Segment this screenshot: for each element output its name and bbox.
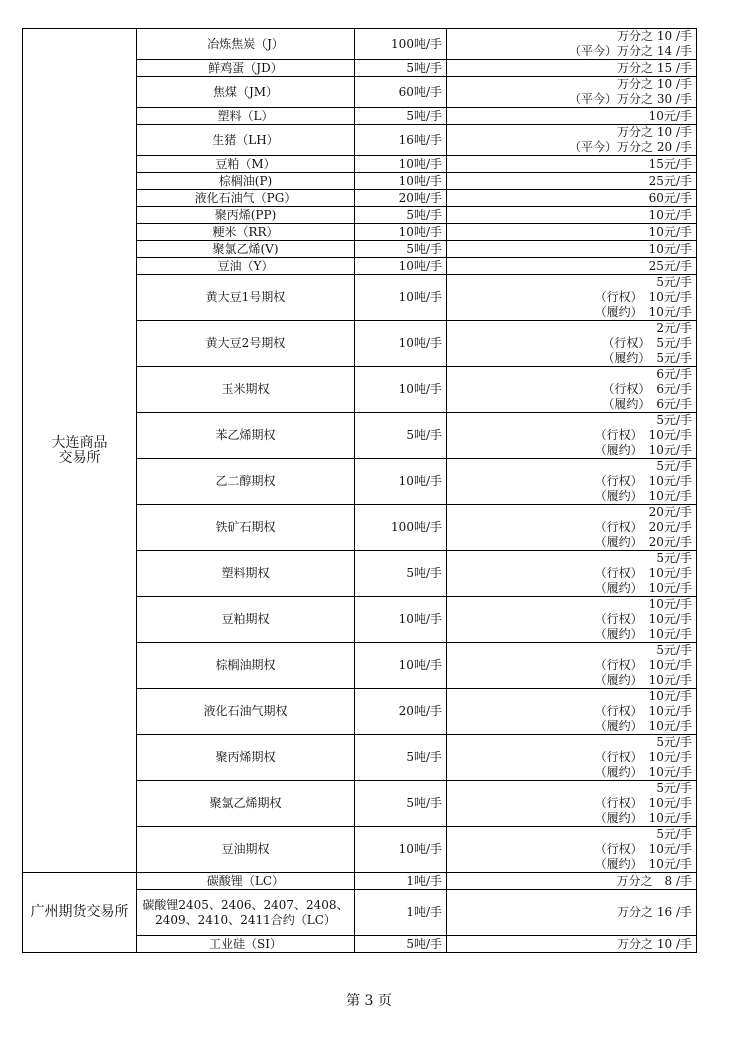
variety-cell: 聚丙烯期权 bbox=[137, 735, 355, 781]
variety-cell: 聚氯乙烯期权 bbox=[137, 781, 355, 827]
trading-unit-cell: 10吨/手 bbox=[355, 827, 447, 873]
variety-cell: 棕榈油期权 bbox=[137, 643, 355, 689]
variety-cell: 鲜鸡蛋（JD） bbox=[137, 60, 355, 77]
fee-cell bbox=[447, 207, 697, 224]
fee-line: 6元/手 bbox=[656, 367, 692, 381]
fee-line: 万分之 10 /手 bbox=[617, 125, 692, 139]
fee-cell bbox=[447, 190, 697, 207]
variety-cell: 聚丙烯(PP) bbox=[137, 207, 355, 224]
page-number: 第 3 页 bbox=[346, 993, 392, 1009]
trading-unit-cell: 20吨/手 bbox=[355, 689, 447, 735]
fee-line: （履约） 10元/手 bbox=[594, 811, 692, 825]
fee-cell bbox=[447, 735, 697, 781]
variety-cell: 碳酸锂（LC） bbox=[137, 873, 355, 890]
fee-line: 10元/手 bbox=[648, 241, 692, 256]
fee-cell bbox=[447, 60, 697, 77]
fee-line: （履约） 10元/手 bbox=[594, 627, 692, 641]
trading-unit-cell: 10吨/手 bbox=[355, 367, 447, 413]
trading-unit-cell: 5吨/手 bbox=[355, 241, 447, 258]
trading-unit-cell: 10吨/手 bbox=[355, 275, 447, 321]
fee-table bbox=[22, 28, 697, 953]
trading-unit-cell: 10吨/手 bbox=[355, 258, 447, 275]
fee-line: （行权） 10元/手 bbox=[594, 750, 692, 764]
variety-cell: 碳酸锂2405、2406、2407、2408、2409、2410、2411合约（LC） bbox=[137, 890, 355, 936]
fee-line: 5元/手 bbox=[656, 551, 692, 565]
fee-line: （履约） 10元/手 bbox=[594, 305, 692, 319]
variety-cell: 工业硅（SI） bbox=[137, 936, 355, 953]
trading-unit-cell: 5吨/手 bbox=[355, 60, 447, 77]
fee-line: 15元/手 bbox=[648, 156, 692, 171]
trading-unit-cell: 10吨/手 bbox=[355, 173, 447, 190]
fee-line: （履约） 5元/手 bbox=[602, 351, 692, 365]
variety-cell: 玉米期权 bbox=[137, 367, 355, 413]
variety-cell: 液化石油气期权 bbox=[137, 689, 355, 735]
variety-cell: 豆油期权 bbox=[137, 827, 355, 873]
fee-line: （行权） 10元/手 bbox=[594, 612, 692, 626]
fee-line: （履约） 10元/手 bbox=[594, 443, 692, 457]
fee-line: 5元/手 bbox=[656, 735, 692, 749]
fee-line: 5元/手 bbox=[656, 413, 692, 427]
variety-cell: 焦煤（JM） bbox=[137, 77, 355, 108]
variety-cell: 生猪（LH） bbox=[137, 125, 355, 156]
variety-cell: 冶炼焦炭（J） bbox=[137, 29, 355, 60]
trading-unit-cell: 5吨/手 bbox=[355, 936, 447, 953]
variety-cell: 豆油（Y） bbox=[137, 258, 355, 275]
fee-line: （平今）万分之 30 /手 bbox=[569, 92, 692, 106]
fee-line: 20元/手 bbox=[648, 505, 692, 519]
fee-line: （行权） 10元/手 bbox=[594, 474, 692, 488]
fee-line: （履约） 10元/手 bbox=[594, 489, 692, 503]
fee-cell bbox=[447, 367, 697, 413]
fee-cell bbox=[447, 551, 697, 597]
fee-line: （行权） 10元/手 bbox=[594, 658, 692, 672]
fee-line: 25元/手 bbox=[648, 173, 692, 188]
trading-unit-cell: 10吨/手 bbox=[355, 321, 447, 367]
trading-unit-cell: 1吨/手 bbox=[355, 873, 447, 890]
trading-unit-cell: 10吨/手 bbox=[355, 459, 447, 505]
trading-unit-cell: 20吨/手 bbox=[355, 190, 447, 207]
fee-line: 5元/手 bbox=[656, 275, 692, 289]
fee-line: 5元/手 bbox=[656, 827, 692, 841]
variety-cell: 粳米（RR） bbox=[137, 224, 355, 241]
variety-cell: 铁矿石期权 bbox=[137, 505, 355, 551]
fee-line: 25元/手 bbox=[648, 258, 692, 273]
fee-cell bbox=[447, 643, 697, 689]
fee-line: 10元/手 bbox=[648, 224, 692, 239]
fee-line: 60元/手 bbox=[648, 190, 692, 205]
variety-cell: 塑料（L） bbox=[137, 108, 355, 125]
fee-cell bbox=[447, 413, 697, 459]
fee-line: 2元/手 bbox=[656, 321, 692, 335]
fee-line: （行权） 6元/手 bbox=[602, 382, 692, 396]
variety-cell: 苯乙烯期权 bbox=[137, 413, 355, 459]
fee-line: （平今）万分之 20 /手 bbox=[569, 140, 692, 154]
fee-line: （履约） 10元/手 bbox=[594, 581, 692, 595]
fee-line: 5元/手 bbox=[656, 781, 692, 795]
fee-line: （行权） 10元/手 bbox=[594, 428, 692, 442]
variety-cell: 黄大豆2号期权 bbox=[137, 321, 355, 367]
fee-line: （行权） 10元/手 bbox=[594, 842, 692, 856]
fee-cell bbox=[447, 173, 697, 190]
variety-cell: 豆粕（M） bbox=[137, 156, 355, 173]
fee-line: 5元/手 bbox=[656, 643, 692, 657]
fee-cell bbox=[447, 597, 697, 643]
fee-line: 万分之 10 /手 bbox=[617, 29, 692, 43]
fee-line: 10元/手 bbox=[648, 597, 692, 611]
variety-cell: 聚氯乙烯(V) bbox=[137, 241, 355, 258]
fee-line: （行权） 10元/手 bbox=[594, 290, 692, 304]
fee-line: （平今）万分之 14 /手 bbox=[569, 44, 692, 58]
fee-cell bbox=[447, 258, 697, 275]
trading-unit-cell: 10吨/手 bbox=[355, 597, 447, 643]
fee-cell bbox=[447, 77, 697, 108]
fee-line: 10元/手 bbox=[648, 108, 692, 123]
trading-unit-cell: 10吨/手 bbox=[355, 224, 447, 241]
fee-cell bbox=[447, 108, 697, 125]
trading-unit-cell: 1吨/手 bbox=[355, 890, 447, 936]
fee-line: （行权） 20元/手 bbox=[594, 520, 692, 534]
fee-cell bbox=[447, 459, 697, 505]
fee-line: 万分之 15 /手 bbox=[617, 60, 692, 75]
fee-cell bbox=[447, 125, 697, 156]
fee-line: （行权） 10元/手 bbox=[594, 796, 692, 810]
fee-line: （履约） 20元/手 bbox=[594, 535, 692, 549]
trading-unit-cell: 100吨/手 bbox=[355, 29, 447, 60]
fee-line: （履约） 10元/手 bbox=[594, 719, 692, 733]
fee-line: （履约） 6元/手 bbox=[602, 397, 692, 411]
fee-line: （行权） 10元/手 bbox=[594, 704, 692, 718]
fee-line: 万分之 16 /手 bbox=[617, 905, 692, 919]
trading-unit-cell: 10吨/手 bbox=[355, 156, 447, 173]
trading-unit-cell: 5吨/手 bbox=[355, 551, 447, 597]
fee-cell bbox=[447, 936, 697, 953]
trading-unit-cell: 100吨/手 bbox=[355, 505, 447, 551]
fee-cell bbox=[447, 781, 697, 827]
table-row bbox=[23, 29, 697, 60]
trading-unit-cell: 5吨/手 bbox=[355, 735, 447, 781]
exchange-name bbox=[23, 873, 137, 953]
variety-cell: 豆粕期权 bbox=[137, 597, 355, 643]
fee-cell bbox=[447, 241, 697, 258]
table-row bbox=[23, 873, 697, 890]
fee-cell bbox=[447, 275, 697, 321]
fee-cell bbox=[447, 873, 697, 890]
fee-line: （履约） 10元/手 bbox=[594, 765, 692, 779]
variety-cell: 乙二醇期权 bbox=[137, 459, 355, 505]
fee-line: （履约） 10元/手 bbox=[594, 857, 692, 871]
fee-line: 万分之 8 /手 bbox=[616, 873, 692, 888]
fee-line: 5元/手 bbox=[656, 459, 692, 473]
fee-cell bbox=[447, 505, 697, 551]
variety-cell: 液化石油气（PG） bbox=[137, 190, 355, 207]
trading-unit-cell: 10吨/手 bbox=[355, 643, 447, 689]
trading-unit-cell: 5吨/手 bbox=[355, 781, 447, 827]
trading-unit-cell: 5吨/手 bbox=[355, 413, 447, 459]
fee-line: （行权） 5元/手 bbox=[602, 336, 692, 350]
fee-line: （行权） 10元/手 bbox=[594, 566, 692, 580]
fee-line: （履约） 10元/手 bbox=[594, 673, 692, 687]
variety-cell: 棕榈油(P) bbox=[137, 173, 355, 190]
fee-cell bbox=[447, 890, 697, 936]
fee-cell bbox=[447, 689, 697, 735]
variety-cell: 黄大豆1号期权 bbox=[137, 275, 355, 321]
exchange-name-line: 广州期货交易所 bbox=[30, 904, 129, 920]
exchange-name-line: 大连商品 bbox=[51, 434, 108, 451]
trading-unit-cell: 5吨/手 bbox=[355, 108, 447, 125]
exchange-name-line: 交易所 bbox=[58, 449, 101, 466]
variety-cell: 塑料期权 bbox=[137, 551, 355, 597]
fee-line: 万分之 10 /手 bbox=[617, 77, 692, 91]
fee-cell bbox=[447, 827, 697, 873]
trading-unit-cell: 60吨/手 bbox=[355, 77, 447, 108]
fee-cell bbox=[447, 321, 697, 367]
fee-line: 10元/手 bbox=[648, 689, 692, 703]
trading-unit-cell: 16吨/手 bbox=[355, 125, 447, 156]
exchange-name bbox=[23, 29, 137, 873]
fee-line: 万分之 10 /手 bbox=[617, 936, 692, 951]
fee-cell bbox=[447, 224, 697, 241]
fee-line: 10元/手 bbox=[648, 207, 692, 222]
fee-cell bbox=[447, 29, 697, 60]
fee-cell bbox=[447, 156, 697, 173]
trading-unit-cell: 5吨/手 bbox=[355, 207, 447, 224]
